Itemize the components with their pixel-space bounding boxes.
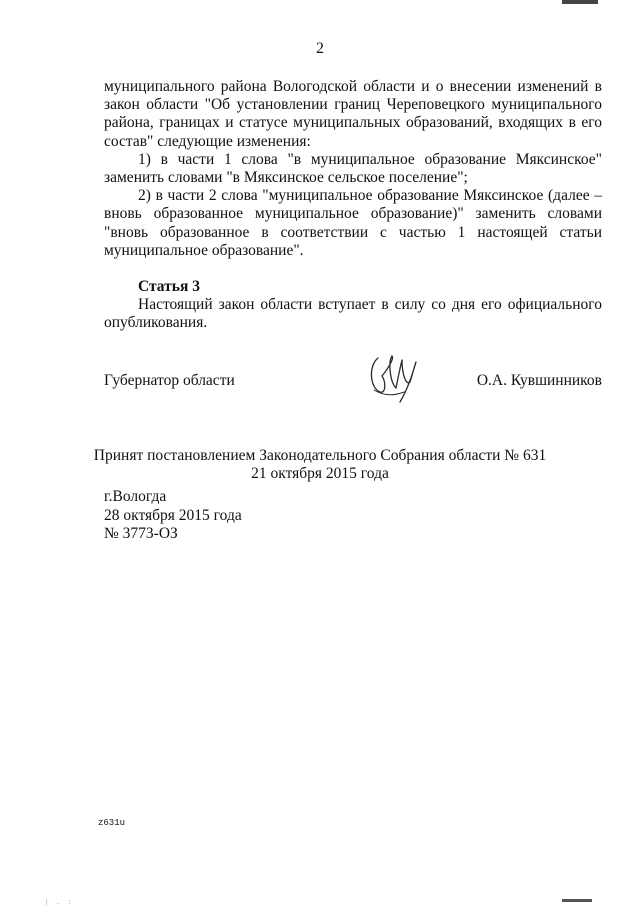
amendment-item-2: 2) в части 2 слова "муниципальное образование Мяксинское (далее – вновь образованное муниципальное образование)" заменить словами "вновь образованное в соответствии с частью 1 настоящей статьи муниципальное образование". bbox=[104, 187, 602, 259]
intro-paragraph: муниципального района Вологодской области и о внесении изменений в закон области "Об установлении границ Череповецкого муниципального района, границах и статусе муниципальных образований, входящих в его состав" следующие изменения: bbox=[104, 78, 602, 150]
footer-code: z631u bbox=[98, 818, 126, 828]
adoption-line-2: 21 октября 2015 года bbox=[251, 465, 389, 483]
adoption-block bbox=[0, 447, 640, 483]
amendment-item-1: 1) в части 1 слова "в муниципальное образование Мяксинское" заменить словами "в Мяксинское сельское поселение"; bbox=[104, 150, 602, 187]
scan-mark-bottom-left: | . : bbox=[46, 898, 75, 906]
place-date-block bbox=[104, 488, 242, 544]
city: г.Вологда bbox=[104, 488, 167, 505]
signing-date: 28 октября 2015 года bbox=[104, 506, 242, 524]
document-body bbox=[104, 78, 602, 333]
article-3-title: Статья 3 bbox=[138, 278, 200, 296]
article-3-text: Настоящий закон области вступает в силу со дня его официального опубликования. bbox=[104, 296, 602, 332]
signature-row bbox=[104, 372, 602, 392]
governor-title: Губернатор области bbox=[104, 372, 235, 389]
scan-mark-bottom-right bbox=[562, 899, 592, 902]
law-number: № 3773-ОЗ bbox=[104, 525, 178, 543]
adoption-line-1: Принят постановлением Законодательного Собрания области № 631 bbox=[93, 447, 547, 464]
scan-mark-top bbox=[562, 0, 598, 4]
page-number: 2 bbox=[316, 40, 324, 57]
handwritten-signature bbox=[364, 352, 420, 404]
governor-name: О.А. Кувшинников bbox=[476, 372, 602, 389]
